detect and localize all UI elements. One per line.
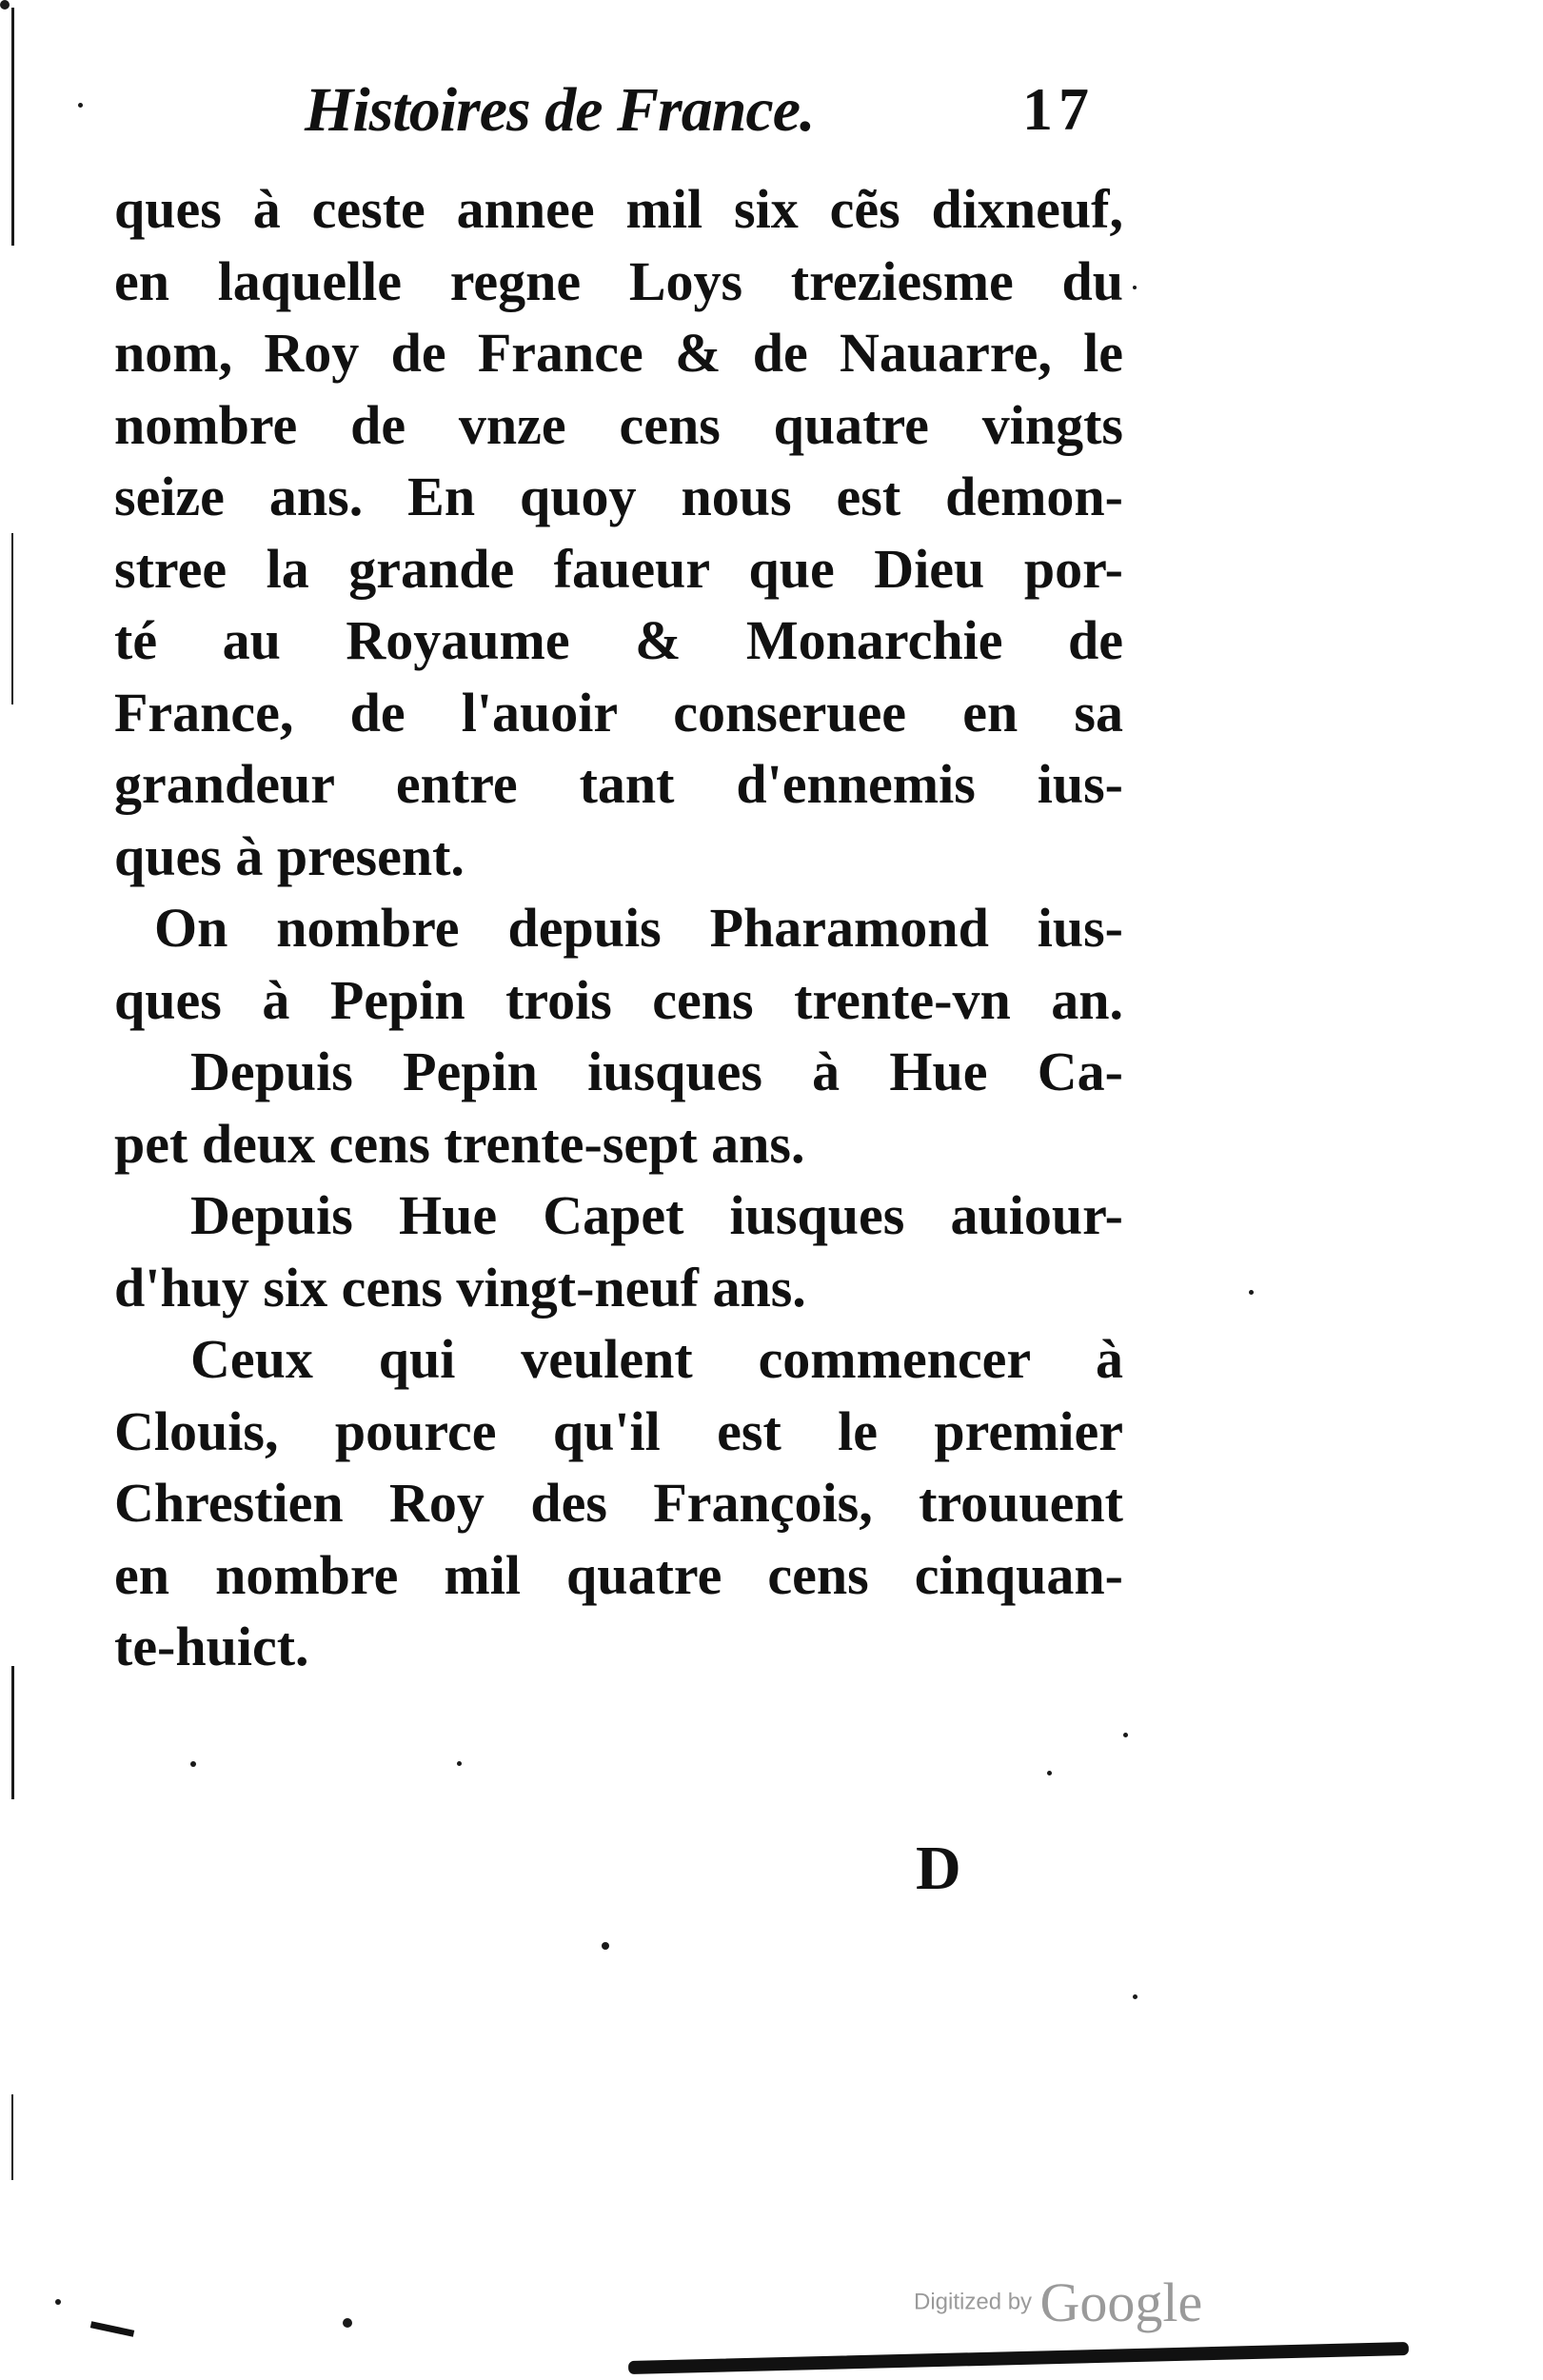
text-line: France, de l'auoir conseruee en sa (114, 681, 1123, 744)
text-line: grandeur entre tant d'ennemis ius- (114, 753, 1123, 815)
text-line: en nombre mil quatre cens cinquan- (114, 1543, 1123, 1606)
text-line: Clouis, pource qu'il est le premier (114, 1399, 1123, 1462)
text-line: On nombre depuis Pharamond ius- (154, 897, 1123, 959)
text-line: nom, Roy de France & de Nauarre, le (114, 322, 1123, 384)
watermark-prefix: Digitized by (914, 2289, 1033, 2315)
text-line: d'huy six cens vingt-neuf ans. (114, 1256, 806, 1319)
text-line: Depuis Hue Capet iusques auiour- (190, 1184, 1123, 1246)
text-line: Chrestien Roy des François, trouuent (114, 1472, 1123, 1534)
text-line: Depuis Pepin iusques à Hue Ca- (190, 1041, 1123, 1102)
paragraph-4 (114, 1180, 1123, 1323)
text-line: Ceux qui veulent commencer à (190, 1328, 1123, 1390)
left-margin-rule-top (11, 8, 14, 246)
text-line: ques à present. (114, 824, 465, 887)
paragraph-1 (114, 173, 1123, 892)
running-title: Histoires de France. (305, 75, 815, 145)
watermark-brand: Google (1039, 2271, 1203, 2333)
text-line: té au Royaume & Monarchie de (114, 609, 1123, 671)
text-line: te-huict. (114, 1616, 309, 1677)
text-line: ques à Pepin trois cens trente-vn an. (114, 968, 1123, 1031)
scan-speck (457, 1761, 462, 1766)
scan-speck (1047, 1771, 1052, 1775)
scan-speck (1133, 1994, 1137, 1999)
scan-speck (343, 2318, 352, 2328)
digitized-watermark (914, 2271, 1202, 2334)
text-line: nombre de vnze cens quatre vingts (114, 393, 1123, 456)
scan-speck (78, 103, 83, 108)
scan-speck (190, 1761, 196, 1767)
page-number: 17 (1022, 75, 1095, 143)
scan-speck (1123, 1733, 1128, 1737)
scan-speck (602, 1942, 609, 1950)
scan-speck (1133, 286, 1137, 289)
text-line: seize ans. En quoy nous est demon- (114, 466, 1123, 527)
left-margin-rule-low (11, 1666, 14, 1799)
running-head (295, 74, 1095, 160)
text-line: pet deux cens trente-sept ans. (114, 1112, 805, 1175)
paragraph-2 (114, 892, 1123, 1036)
left-margin-rule-bottom (11, 2094, 13, 2180)
scan-dash (90, 2321, 134, 2336)
scan-bottom-smudge (628, 2342, 1409, 2374)
scan-speck (1249, 1290, 1254, 1295)
scan-speck (55, 2299, 61, 2305)
text-line: stree la grande faueur que Dieu por- (114, 537, 1123, 600)
text-line: en laquelle regne Loys treziesme du (114, 249, 1123, 312)
text-line: ques à ceste annee mil six cẽs dixneuf, (114, 178, 1123, 240)
scan-speck (0, 0, 10, 10)
left-margin-rule-mid (11, 533, 13, 704)
signature-mark: D (916, 1834, 961, 1903)
paragraph-3 (114, 1036, 1123, 1180)
body-text (114, 173, 1123, 1683)
paragraph-5 (114, 1323, 1123, 1683)
